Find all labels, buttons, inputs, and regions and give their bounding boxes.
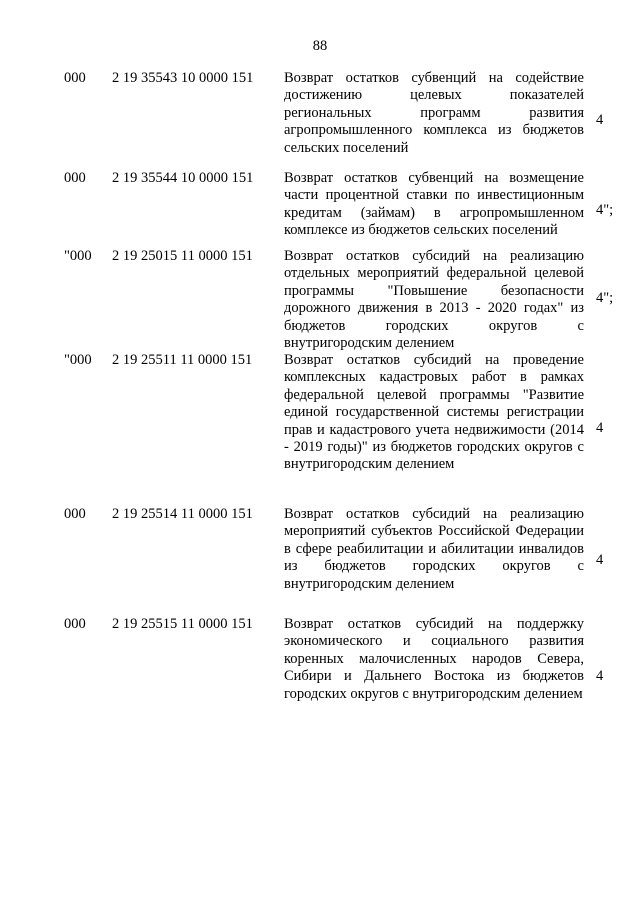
budget-code: 2 19 35544 10 0000 151 xyxy=(112,170,254,186)
description: Возврат остатков субвенций на возмещение части процентной ставки по инвестиционным кредитам (займам) в агропромышленном комплексе из бюджетов сельских поселений xyxy=(284,170,584,239)
admin-code: 000 xyxy=(64,170,86,186)
description: Возврат остатков субсидий на реализацию отдельных мероприятий федеральной целевой программы "Повышение безопасности дорожного движения в 2013 - 2020 годах" из бюджетов городских округов с внутригородским делением xyxy=(284,248,584,352)
budget-code: 2 19 25515 11 0000 151 xyxy=(112,616,253,632)
description: Возврат остатков субсидий на поддержку экономического и социального развития коренных малочисленных народов Севера, Сибири и Дальнего Востока из бюджетов городских округов с внутригородским делением xyxy=(284,616,584,702)
norm-value: 4 xyxy=(596,112,604,128)
page-number: 88 xyxy=(312,38,328,54)
norm-value: 4 xyxy=(596,420,604,436)
admin-code: "000 xyxy=(64,352,92,368)
description: Возврат остатков субсидий на реализацию мероприятий субъектов Российской Федерации в сфере реабилитации и абилитации инвалидов из бюджетов городских округов с внутригородским делением xyxy=(284,506,584,592)
budget-code: 2 19 35543 10 0000 151 xyxy=(112,70,254,86)
budget-code: 2 19 25514 11 0000 151 xyxy=(112,506,253,522)
description: Возврат остатков субвенций на содействие достижению целевых показателей региональных программ развития агропромышленного комплекса из бюджетов сельских поселений xyxy=(284,70,584,156)
norm-value: 4"; xyxy=(596,202,614,218)
norm-value: 4"; xyxy=(596,290,614,306)
budget-code: 2 19 25015 11 0000 151 xyxy=(112,248,253,264)
norm-value: 4 xyxy=(596,668,604,684)
admin-code: 000 xyxy=(64,70,86,86)
budget-code: 2 19 25511 11 0000 151 xyxy=(112,352,253,368)
admin-code: 000 xyxy=(64,616,86,632)
norm-value: 4 xyxy=(596,552,604,568)
description: Возврат остатков субсидий на проведение комплексных кадастровых работ в рамках федеральной целевой программы "Развитие единой государственной системы регистрации прав и кадастрового учета недвижимости (2014 - 2019 годы)" из бюджетов городских округов с внутригородским делением xyxy=(284,352,584,473)
admin-code: 000 xyxy=(64,506,86,522)
admin-code: "000 xyxy=(64,248,92,264)
